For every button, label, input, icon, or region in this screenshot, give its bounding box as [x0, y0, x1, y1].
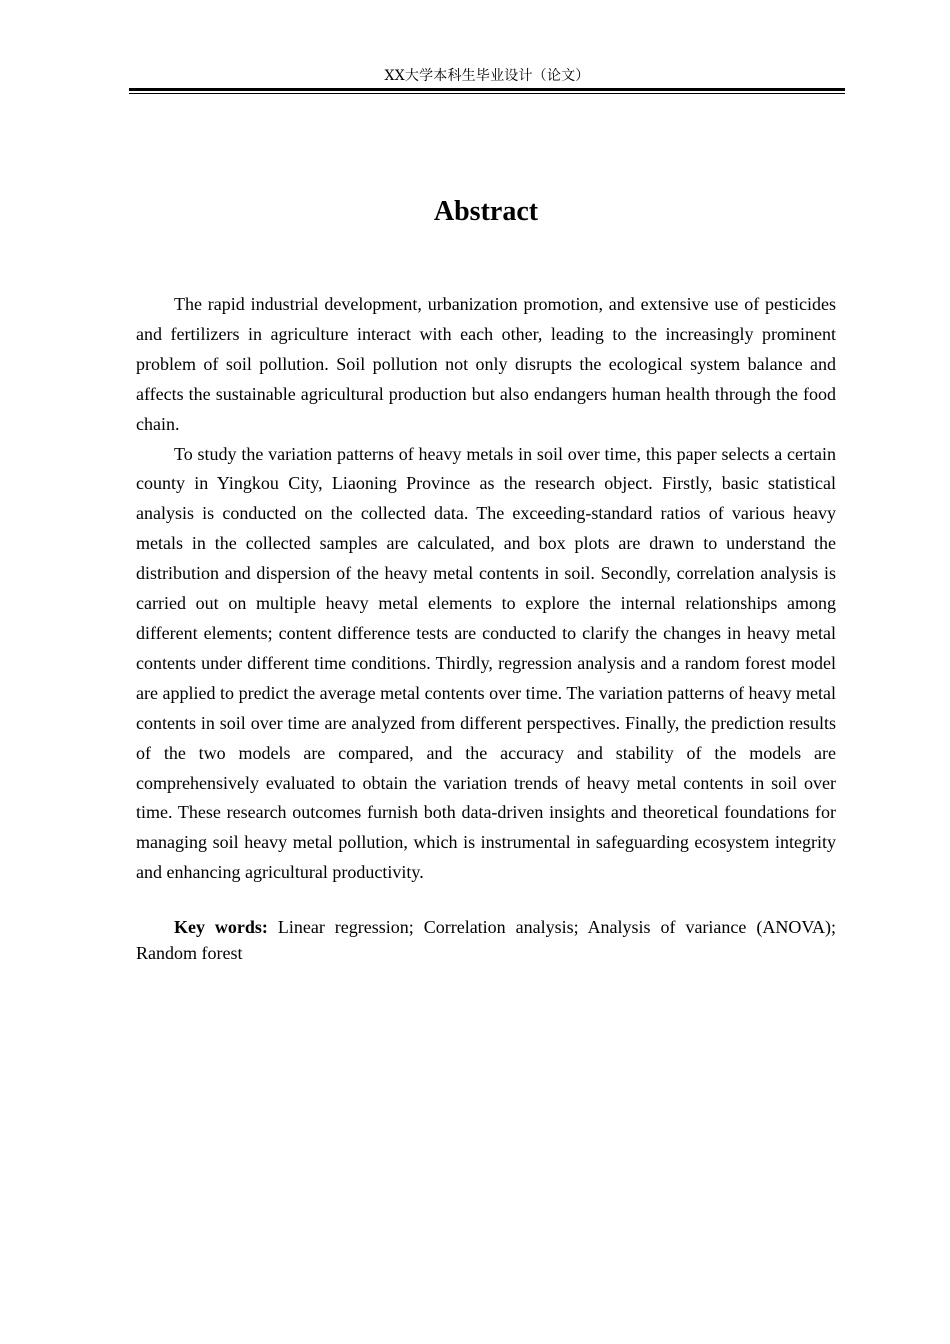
page-header: [129, 66, 845, 94]
keywords-text: Linear regression; Correlation analysis; Analysis of variance (ANOVA); Random forest: [136, 917, 836, 963]
header-rule-thick: [129, 88, 845, 91]
abstract-title: Abstract: [433, 196, 539, 227]
abstract-body: [136, 290, 836, 888]
abstract-paragraph-1: The rapid industrial development, urbanization promotion, and extensive use of pesticides and fertilizers in agriculture interact with each other, leading to the increasingly prominent problem of soil pollution. Soil pollution not only disrupts the ecological system balance and affects the sustainable agricultural production but also endangers human health through the food chain.: [136, 294, 836, 434]
header-text: XX大学本科生毕业设计（论文）: [384, 68, 590, 84]
keywords-label: Key words:: [174, 917, 268, 937]
keywords-line: [136, 914, 836, 966]
abstract-paragraph-2: To study the variation patterns of heavy metals in soil over time, this paper selects a certain county in Yingkou City, Liaoning Province as the research object. Firstly, basic statistical analysis is conducted on the collected data. The exceeding-standard ratios of various heavy metals in the collected samples are calculated, and box plots are drawn to understand the distribution and dispersion of the heavy metal contents in soil. Secondly, correlation analysis is carried out on multiple heavy metal elements to explore the internal relationships among different elements; content difference tests are conducted to clarify the changes in heavy metal contents under different time conditions. Thirdly, regression analysis and a random forest model are applied to predict the average metal contents over time. The variation patterns of heavy metal contents in soil over time are analyzed from different perspectives. Finally, the prediction results of the two models are compared, and the accuracy and stability of the models are comprehensively evaluated to obtain the variation trends of heavy metal contents in soil over time. These research outcomes furnish both data-driven insights and theoretical foundations for managing soil heavy metal pollution, which is instrumental in safeguarding ecosystem integrity and enhancing agricultural productivity.: [136, 443, 836, 883]
header-rule-thin: [129, 93, 845, 94]
